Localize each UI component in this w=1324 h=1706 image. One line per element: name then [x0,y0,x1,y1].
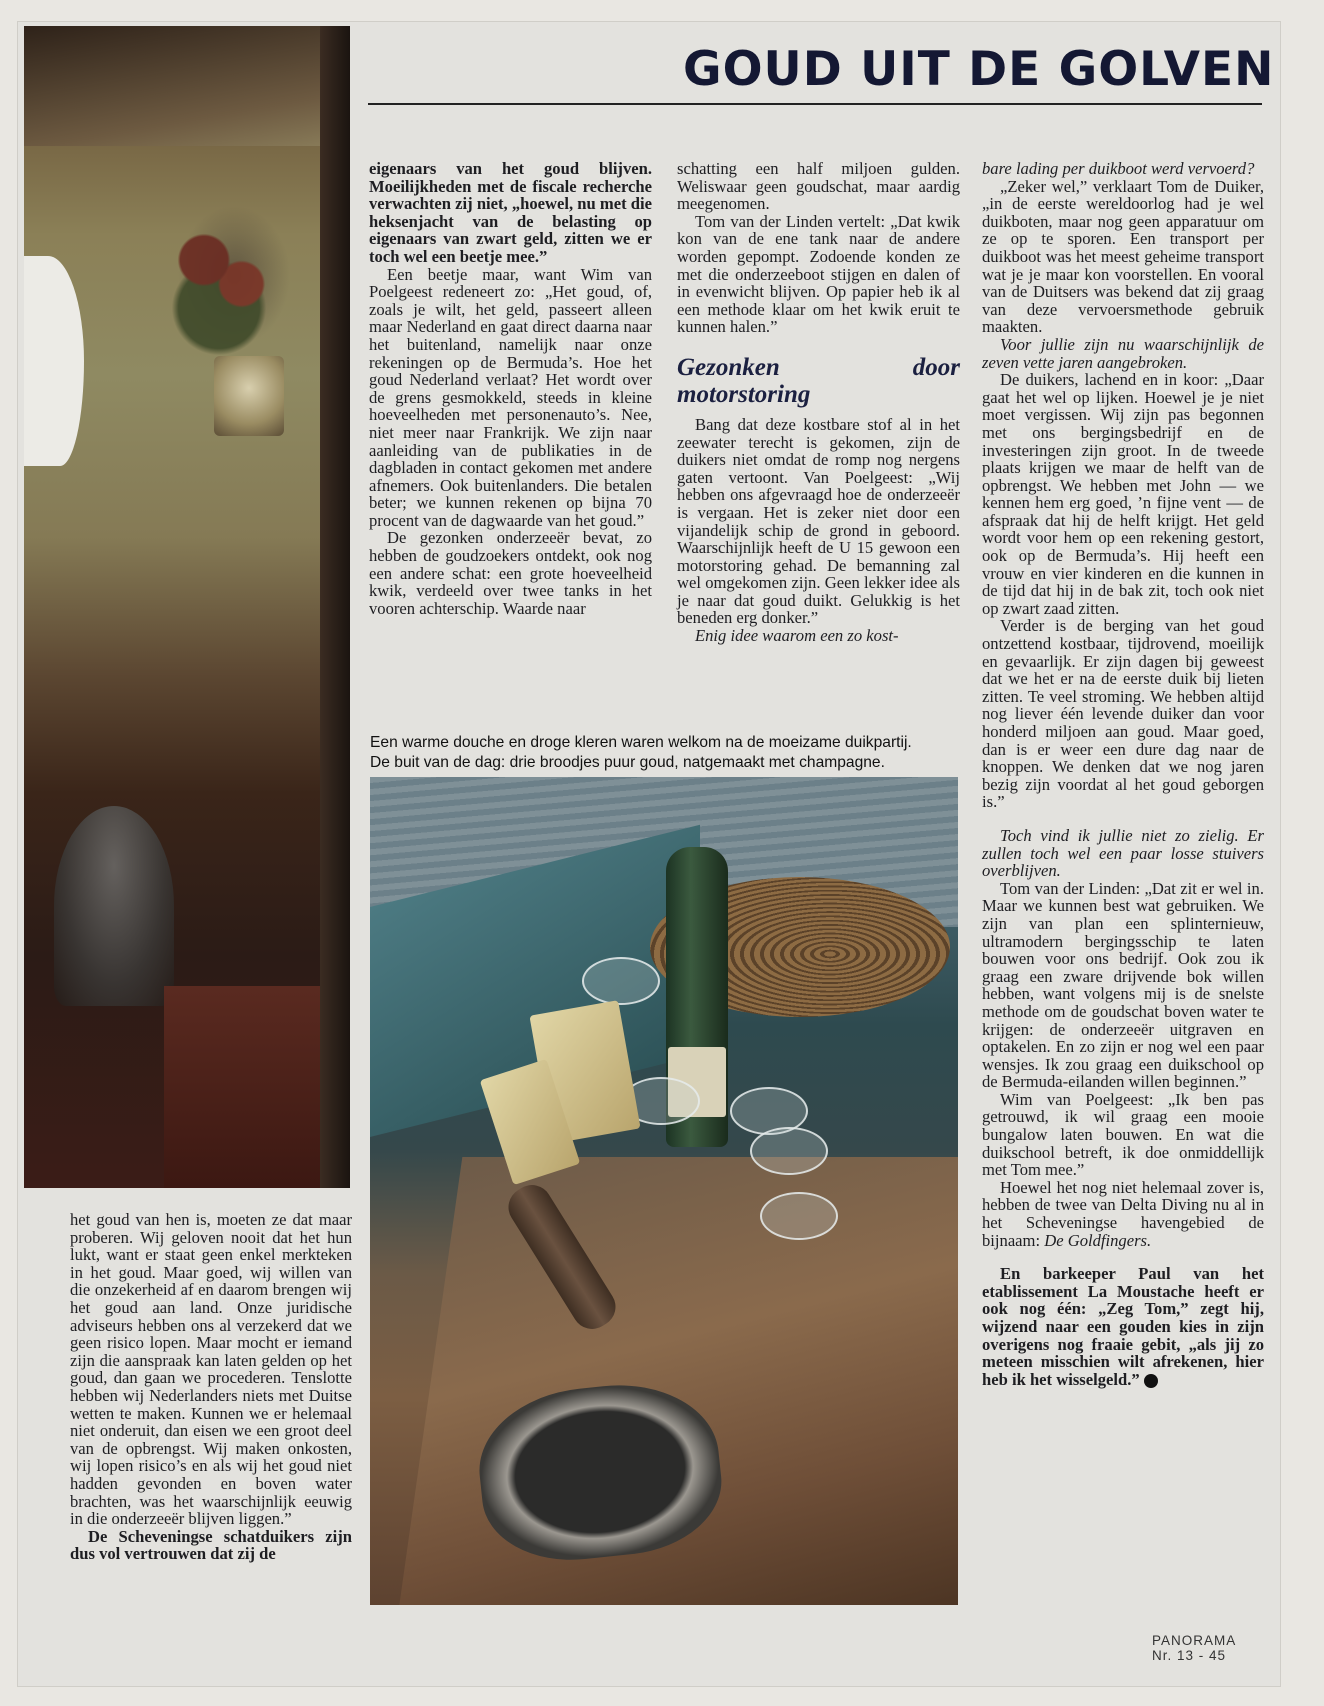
chair-image [54,806,174,1006]
column-3-paragraph-5: Verder is de berging van het goud ontzettend kostbaar, tijdrovend, moeilijk en gevaarlijk. Er zijn dagen bij geweest dat we het er na de eerste duik bij lieten zitten. Te veel stroming. We hebben altijd nog liever één levende duiker dan voor honderd miljoen aan goud. Maar goed, dan is er weer een dure dag naar de knoppen. We denken dat we nog jaren bezig zijn voordat al het goud geborgen is.” [982,616,1264,812]
article-column-1 [369,160,652,617]
interviewer-question-3: Toch vind ik jullie niet zo zielig. Er zullen toch wel een paar losse stuivers overblijven. [982,825,1264,881]
interviewer-question-cont: bare lading per duikboot werd vervoerd? [982,159,1255,178]
article-headline: GOUD UIT DE GOLVEN [683,42,1275,97]
flower-bouquet-image [144,196,294,356]
column-3-paragraph-8: Wim van Poelgeest: „Ik ben pas getrouwd, ik wil graag een mooie bungalow laten bouwen. En wat die duikschool betreft, ik doe onmiddellijk met Tom mee.” [982,1089,1264,1180]
article-column-3 [982,160,1264,1388]
column-2-paragraph-3: Bang dat deze kostbare stof al in het zeewater terecht is gekomen, zijn de duikers niet omdat de romp nog nergens gaten vertoont. Van Poelgeest: „Wij hebben ons afgevraagd hoe de onderzeeër is vergaan. Het is zeker niet door een vijandelijk schip de grond in geboord. Waarschijnlijk heeft de U 15 gewoon een motorstoring gehad. De bemanning zal wel omgekomen zijn. Geen lekker idee als je naar dat goud duikt. Gelukkig is het beneden erg donker.” [677,414,960,628]
column-3-paragraph-2: „Zeker wel,” verklaart Tom de Duiker, „in de eerste wereldoorlog had je wel duikboten, maar nog geen apparatuur om ze op te sporen. Een transport per duikboot was het meest geheime transport wat je je maar kon voorstellen. En vooral van de Duitsers was bekend dat zij graag van deze vervoersmethode gebruik maakten. [982,176,1264,337]
glass-image [750,1127,828,1175]
section-subheading: Gezonken door motorstoring [677,353,960,408]
column-1-intro-bold: eigenaars van het goud blijven. Moeilijkheden met de fiscale recherche verwachten zij niet, „hoewel, nu met die heksenjacht van de belasting op eigenaars van zwart geld, zitten we er toch wel een beetje mee.” [369,159,652,266]
interior-photo [24,26,350,1188]
torn-paper-edge [24,256,84,466]
photo-caption [370,733,960,773]
end-of-article-bullet-icon [1144,1374,1158,1388]
caption-line-1: Een warme douche en droge kleren waren welkom na de moeizame duikpartij. [370,734,912,751]
magazine-name: PANORAMA [1152,1633,1237,1648]
issue-page-number: Nr. 13 - 45 [1152,1648,1227,1663]
article-column-2 [677,160,960,645]
column-3-paragraph-7: Tom van der Linden: „Dat zit er wel in. Maar we kunnen best wat gebruiken. We zijn van plan een splinternieuw, ultramodern bergingsschip te laten bouwen voor ons bedrijf. Ook zou ik graag een zware drijvende bok willen hebben, want volgens mij is de snelste methode om de goudschat boven water te krijgen: de onderzeeër uitgraven en optakelen. En zo zijn er nog wel een paar wensjes. Ik zou graag een duikschool op de Bermuda-eilanden willen beginnen.” [982,878,1264,1092]
column-0-paragraph-1: het goud van hen is, moeten ze dat maar proberen. Wij geloven nooit dat het hun lukt, want er staat geen enkel merkteken in het goud. Maar goed, wij willen van die onzekerheid af en daarom brengen wij het goud aan land. Onze juridische adviseurs hebben ons al verzekerd dat we geen risico lopen. Maar mocht er iemand zijn die aanspraak kan laten gelden op het goud, dan gaan we procederen. Tenslotte hebben wij Nederlanders niets met Duitse wetten te maken. Kunnen we er helemaal niet onderuit, dan eisen we een groot deel van de opbrengst. Wij maken onkosten, wij lopen risico’s en als wij het goud niet hadden gevonden en boven water brachten, was het waarschijnlijk eeuwig in die onderzeeër blijven liggen.” [70,1210,352,1529]
interviewer-question-2: Voor jullie zijn nu waarschijnlijk de zeven vette jaren aangebroken. [982,334,1264,372]
headline-rule [368,103,1262,105]
column-1-paragraph-3: De gezonken onderzeeër bevat, zo hebben de goudzoekers ontdekt, ook nog een andere schat: een grote hoeveelheid kwik, verdeeld over twee tanks in het vooren achterschip. Waarde naar [369,528,652,618]
wall-lamp-image [214,356,284,436]
column-2-paragraph-2: Tom van der Linden vertelt: „Dat kwik kon van de ene tank naar de andere worden gepompt. Zodoende konden ze met die onderzeeboot stijgen en dalen of in evenwicht blijven. Op papier heb ik al een methode klaar om het kwik eruit te kunnen halen.” [677,211,960,337]
column-3-paragraph-9: Hoewel het nog niet helemaal zover is, hebben de twee van Delta Diving nu al in het Scheveningse havengebied de bijnaam: De Goldfingers. [982,1177,1264,1250]
column-0-closing-bold: De Scheveningse schatduikers zijn dus vol vertrouwen dat zij de [70,1526,352,1564]
glass-image [582,957,660,1005]
glass-image [760,1192,838,1240]
boat-deck-photo [370,777,958,1605]
column-1-paragraph-2: Een beetje maar, want Wim van Poelgeest redeneert zo: „Het goud, of, zoals je wilt, het geld, passeert alleen maar Nederland en gaat direct daarna naar het buitenland, namelijk naar onze rekeningen op de Bermuda’s. Hoe het goud Nederland verlaat? Het wordt over de grens gesmokkeld, steeds in kleine hoeveelheden met personenauto’s. Nee, niet meer naar Frankrijk. We zijn naar aanleiding van de publikaties in de dagbladen in contact gekomen met andere afnemers. Ook buitenlanders. Die betalen beter; we kunnen rekenen op bijna 70 procent van de dagwaarde van het goud.” [369,264,652,530]
interviewer-question: Enig idee waarom een zo kost- [695,626,899,646]
column-2-paragraph-1: schatting een half miljoen gulden. Weliswaar geen goudschat, maar aardig meegenomen. [677,159,960,214]
column-3-closing-bold: En barkeeper Paul van het etablissement La Moustache heeft er ook nog één: „Zeg Tom,” zegt hij, wijzend naar een gouden kies in zijn overigens nog fraaie gebit, „als jij zo meteen misschien wilt afrekenen, hier heb ik het wisselgeld.” [982,1264,1264,1389]
page-footer [1152,1633,1236,1663]
column-3-paragraph-4: De duikers, lachend en in koor: „Daar gaat het wel op lijken. Hoewel je je niet moet vergissen. Wij zijn pas begonnen met ons bergingsbedrijf en de investeringen zijn groot. In de tweede plaats krijgen we maar de helft van de opbrengst. We hebben met John — we kennen hem erg goed, ’n fijne vent — de afspraak dat hij de helft krijgt. Het geld wordt voor hem op een rekening gestort, ook op de Bermuda’s. Hij heeft een vrouw en vier kinderen en die kunnen in de tijd dat hij in de bak zit, toch ook niet op zwart zaad zitten. [982,370,1264,618]
caption-line-2: De buit van de dag: drie broodjes puur goud, natgemaakt met champagne. [370,754,885,771]
article-column-0 [70,1211,352,1563]
